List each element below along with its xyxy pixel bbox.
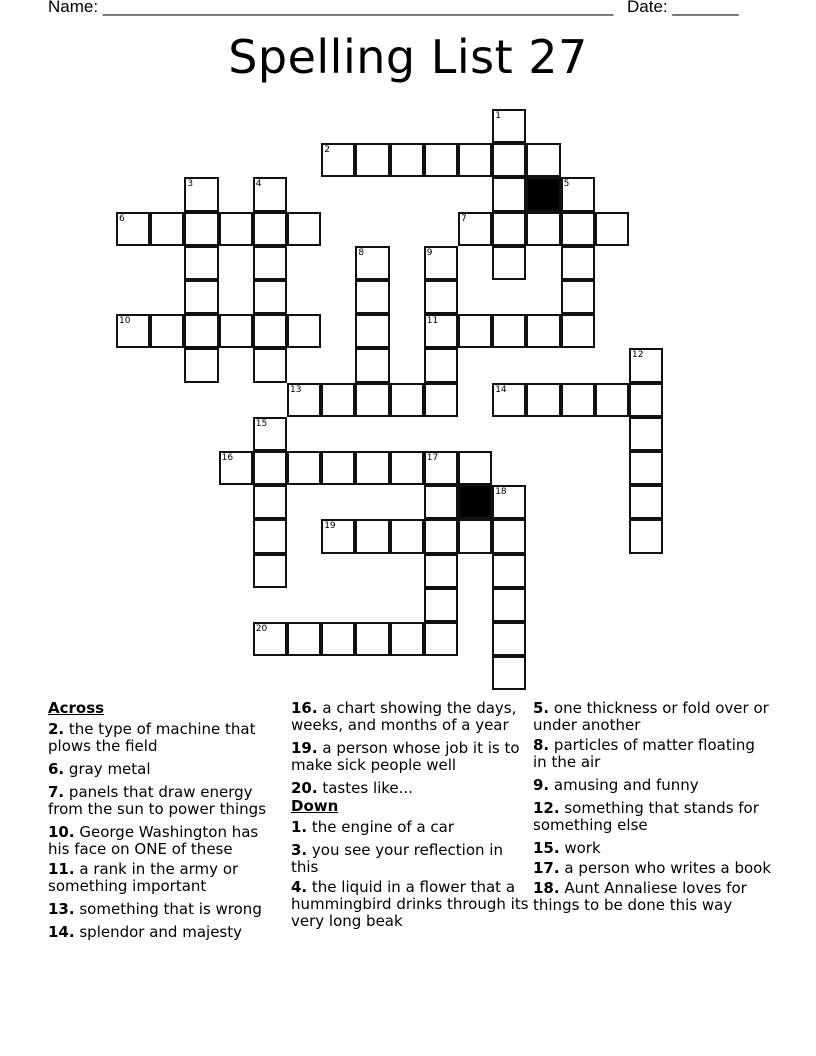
grid-cell[interactable] [150, 212, 184, 246]
grid-cell[interactable] [219, 314, 253, 348]
grid-cell[interactable] [492, 314, 526, 348]
crossword-grid [117, 110, 677, 700]
grid-cell[interactable] [253, 212, 287, 246]
numbered-cell-5[interactable] [561, 177, 595, 211]
numbered-cell-12[interactable] [629, 348, 663, 382]
clue-number: 17. [533, 859, 560, 877]
numbered-cell-9[interactable] [424, 246, 458, 280]
clue-text: panels that draw energy from the sun to power things [48, 783, 267, 818]
numbered-cell-17[interactable] [424, 451, 458, 485]
clue-across-10 [48, 824, 284, 858]
clue-down-9 [533, 777, 773, 794]
clue-number: 19. [291, 739, 318, 757]
cell-number: 17 [426, 453, 439, 463]
clue-across-14 [48, 924, 284, 941]
clue-down-12 [533, 800, 773, 834]
grid-cell[interactable] [253, 451, 287, 485]
grid-cell[interactable] [424, 519, 458, 553]
grid-cell[interactable] [561, 383, 595, 417]
clue-text: a chart showing the days, weeks, and months of a year [291, 699, 517, 734]
clue-across-19 [291, 740, 529, 774]
clue-across-7 [48, 784, 284, 818]
cell-number: 2 [324, 145, 330, 156]
clue-down-17 [533, 860, 773, 877]
clues-column-1 [48, 700, 284, 947]
grid-cell[interactable] [492, 656, 526, 690]
grid-cell[interactable] [184, 212, 218, 246]
grid-cell[interactable] [253, 280, 287, 314]
numbered-cell-10[interactable] [116, 314, 150, 348]
cell-number: 7 [461, 213, 467, 224]
grid-cell[interactable] [287, 451, 321, 485]
clue-down-15 [533, 840, 773, 857]
numbered-cell-16[interactable] [219, 451, 253, 485]
grid-cell[interactable] [287, 622, 321, 656]
grid-cell[interactable] [355, 143, 389, 177]
grid-cell[interactable] [424, 348, 458, 382]
clue-text: one thickness or fold over or under another [533, 699, 769, 734]
grid-cell[interactable] [424, 622, 458, 656]
cell-number: 3 [187, 179, 194, 190]
numbered-cell-13[interactable] [287, 383, 321, 417]
grid-cell[interactable] [253, 554, 287, 588]
clue-down-3 [291, 842, 529, 876]
numbered-cell-3[interactable] [184, 177, 218, 211]
cell-number: 13 [290, 384, 302, 395]
numbered-cell-19[interactable] [321, 519, 355, 553]
clue-text: you see your reflection in this [291, 841, 503, 876]
grid-cell[interactable] [253, 246, 287, 280]
grid-cell[interactable] [526, 314, 560, 348]
grid-cell[interactable] [355, 519, 389, 553]
clue-number: 10. [48, 823, 75, 841]
grid-cell[interactable] [253, 485, 287, 519]
clue-number: 4. [291, 878, 308, 896]
clue-text: the liquid in a flower that a hummingbird drinks through its very long beak [291, 878, 529, 930]
page-title: Spelling List 27 [228, 30, 588, 84]
grid-cell[interactable] [184, 280, 218, 314]
numbered-cell-14[interactable] [492, 383, 526, 417]
numbered-cell-1[interactable] [492, 109, 526, 143]
numbered-cell-4[interactable] [253, 177, 287, 211]
grid-cell[interactable] [253, 314, 287, 348]
grid-cell[interactable] [458, 314, 492, 348]
grid-cell[interactable] [526, 383, 560, 417]
grid-cell[interactable] [253, 519, 287, 553]
numbered-cell-20[interactable] [253, 622, 287, 656]
clue-across-13 [48, 901, 284, 918]
clue-text: something that stands for something else [533, 799, 759, 834]
clue-text: a person who writes a book [564, 859, 772, 877]
clue-down-4 [291, 879, 529, 930]
clue-across-20 [291, 780, 529, 797]
clue-across-6 [48, 761, 284, 778]
grid-cell[interactable] [424, 588, 458, 622]
numbered-cell-11[interactable] [424, 314, 458, 348]
clue-across-16 [291, 700, 529, 734]
cell-number: 11 [426, 316, 439, 327]
grid-cell[interactable] [390, 451, 424, 485]
clue-across-2 [48, 721, 284, 755]
grid-cell[interactable] [424, 143, 458, 177]
cell-number: 5 [563, 179, 570, 190]
clue-number: 15. [533, 839, 560, 857]
clue-number: 6. [48, 760, 65, 778]
clue-down-8 [533, 737, 773, 771]
clue-number: 12. [533, 799, 560, 817]
grid-cell[interactable] [184, 314, 218, 348]
across-heading: Across [48, 699, 105, 717]
grid-cell[interactable] [219, 212, 253, 246]
clue-number: 5. [533, 699, 550, 717]
cell-number: 6 [119, 213, 125, 224]
grid-cell[interactable] [526, 212, 560, 246]
grid-cell[interactable] [390, 622, 424, 656]
clue-number: 7. [48, 783, 65, 801]
clue-number: 2. [48, 720, 65, 738]
clues-column-2 [291, 700, 529, 936]
clue-down-5 [533, 700, 773, 734]
grid-cell[interactable] [561, 280, 595, 314]
grid-cell[interactable] [287, 212, 321, 246]
cell-number: 8 [358, 247, 365, 258]
blocked-cell [458, 485, 492, 519]
grid-cell[interactable] [561, 314, 595, 348]
grid-cell[interactable] [595, 383, 629, 417]
clue-number: 1. [291, 818, 308, 836]
cell-number: 14 [495, 384, 507, 395]
cell-number: 16 [221, 453, 234, 463]
cell-number: 15 [255, 418, 268, 429]
grid-cell[interactable] [355, 314, 389, 348]
cell-number: 10 [119, 316, 131, 327]
grid-cell[interactable] [561, 212, 595, 246]
clue-number: 13. [48, 900, 75, 918]
grid-cell[interactable] [355, 451, 389, 485]
grid-cell[interactable] [424, 554, 458, 588]
clues-column-3 [533, 700, 773, 920]
cell-number: 9 [426, 247, 433, 258]
clue-number: 18. [533, 879, 560, 897]
grid-cell[interactable] [355, 348, 389, 382]
cell-number: 18 [495, 487, 507, 498]
grid-cell[interactable] [321, 451, 355, 485]
clue-text: work [564, 839, 601, 857]
grid-cell[interactable] [184, 246, 218, 280]
numbered-cell-7[interactable] [458, 212, 492, 246]
clue-number: 9. [533, 776, 550, 794]
grid-cell[interactable] [184, 348, 218, 382]
grid-cell[interactable] [424, 383, 458, 417]
grid-cell[interactable] [287, 314, 321, 348]
clue-text: Aunt Annaliese loves for things to be done this way [533, 879, 747, 914]
grid-cell[interactable] [629, 485, 663, 519]
grid-cell[interactable] [492, 554, 526, 588]
clue-number: 14. [48, 923, 75, 941]
cell-number: 19 [324, 521, 336, 532]
clue-down-1 [291, 819, 529, 836]
grid-cell[interactable] [321, 383, 355, 417]
grid-cell[interactable] [424, 485, 458, 519]
grid-cell[interactable] [629, 519, 663, 553]
grid-cell[interactable] [629, 417, 663, 451]
clue-text: amusing and funny [553, 776, 699, 794]
grid-cell[interactable] [595, 212, 629, 246]
grid-cell[interactable] [424, 280, 458, 314]
clue-across-11 [48, 861, 284, 895]
grid-cell[interactable] [526, 143, 560, 177]
clue-text: a person whose job it is to make sick people well [291, 739, 520, 774]
grid-cell[interactable] [492, 588, 526, 622]
grid-cell[interactable] [355, 280, 389, 314]
clue-number: 11. [48, 860, 75, 878]
blocked-cell [526, 177, 560, 211]
grid-cell[interactable] [390, 519, 424, 553]
clue-text: the type of machine that plows the field [48, 720, 256, 755]
down-heading: Down [291, 797, 339, 815]
numbered-cell-6[interactable] [116, 212, 150, 246]
numbered-cell-2[interactable] [321, 143, 355, 177]
grid-cell[interactable] [253, 348, 287, 382]
grid-cell[interactable] [458, 519, 492, 553]
clue-text: particles of matter floating in the air [533, 736, 755, 771]
clue-text: George Washington has his face on ONE of these [48, 823, 259, 858]
clue-text: the engine of a car [311, 818, 455, 836]
cell-number: 12 [632, 350, 644, 361]
date-field-label: Date: _______ [627, 0, 739, 16]
clue-text: something that is wrong [79, 900, 262, 918]
cell-number: 20 [255, 624, 268, 634]
grid-cell[interactable] [150, 314, 184, 348]
grid-cell[interactable] [492, 212, 526, 246]
numbered-cell-8[interactable] [355, 246, 389, 280]
grid-cell[interactable] [492, 622, 526, 656]
grid-cell[interactable] [492, 177, 526, 211]
grid-cell[interactable] [355, 383, 389, 417]
clue-number: 16. [291, 699, 318, 717]
grid-cell[interactable] [629, 451, 663, 485]
grid-cell[interactable] [561, 246, 595, 280]
grid-cell[interactable] [458, 451, 492, 485]
grid-cell[interactable] [492, 519, 526, 553]
clue-text: gray metal [68, 760, 151, 778]
cell-number: 4 [255, 179, 262, 190]
grid-cell[interactable] [492, 143, 526, 177]
grid-cell[interactable] [321, 622, 355, 656]
clue-text: splendor and majesty [79, 923, 242, 941]
numbered-cell-18[interactable] [492, 485, 526, 519]
grid-cell[interactable] [629, 383, 663, 417]
grid-cell[interactable] [390, 383, 424, 417]
clue-number: 8. [533, 736, 550, 754]
clue-number: 3. [291, 841, 308, 859]
grid-cell[interactable] [390, 143, 424, 177]
clue-down-18 [533, 880, 773, 914]
cell-number: 1 [495, 111, 501, 121]
numbered-cell-15[interactable] [253, 417, 287, 451]
clue-number: 20. [291, 779, 318, 797]
name-field-label: Name: ______________________________________________________ [48, 0, 614, 16]
clue-text: tastes like... [322, 779, 413, 797]
grid-cell[interactable] [458, 143, 492, 177]
grid-cell[interactable] [492, 246, 526, 280]
grid-cell[interactable] [355, 622, 389, 656]
clue-text: a rank in the army or something important [48, 860, 239, 895]
